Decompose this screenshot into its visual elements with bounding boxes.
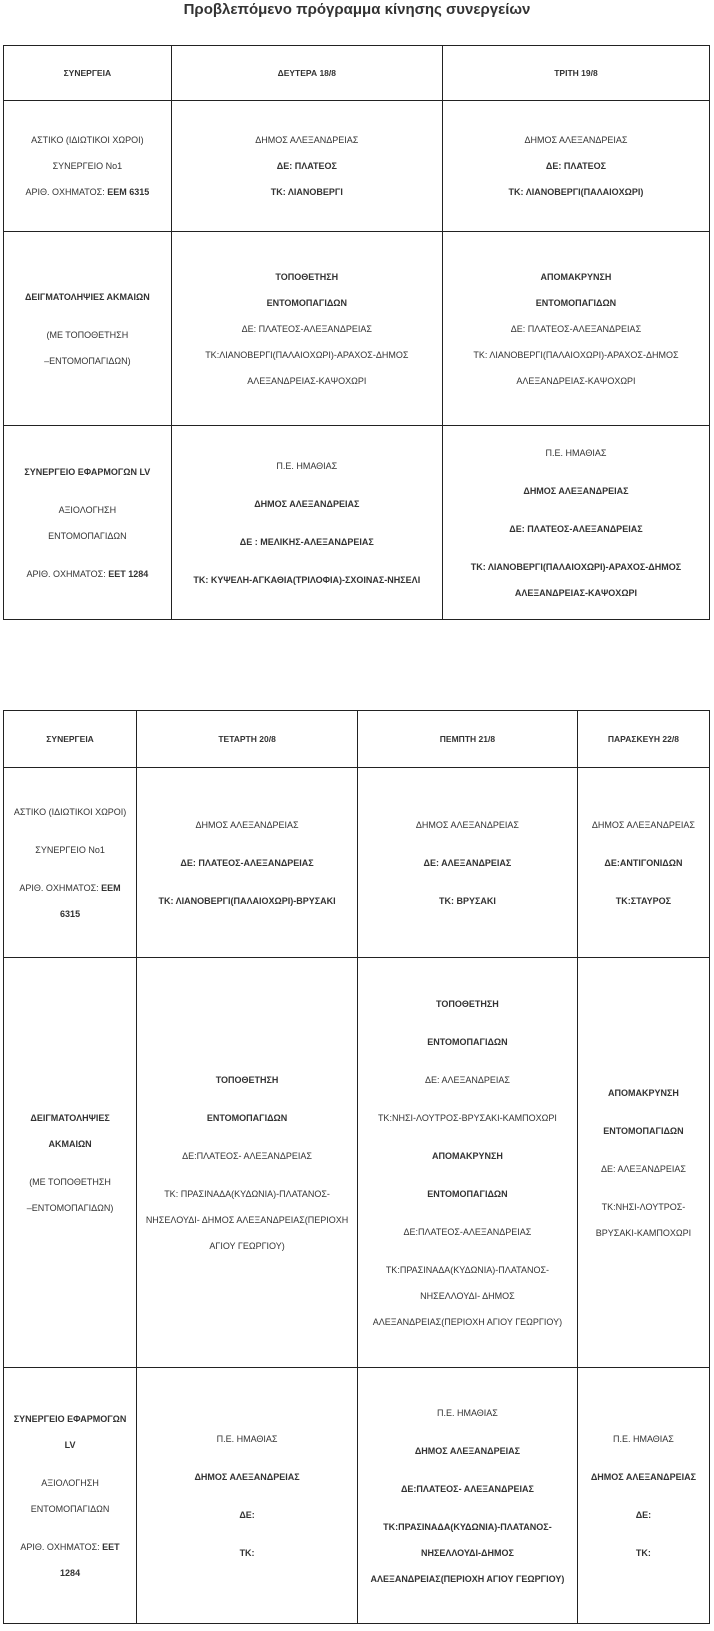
- cell-line: ΔΕ:: [239, 1509, 255, 1520]
- schedule-cell: [137, 768, 358, 958]
- cell-line: ΔΗΜΟΣ ΑΛΕΞΑΝΔΡΕΙΑΣ: [195, 819, 299, 830]
- schedule-cell: [577, 1368, 709, 1624]
- cell-line: ΔΗΜΟΣ ΑΛΕΞΑΝΔΡΕΙΑΣ: [415, 819, 519, 830]
- cell-line: ΤΚ:: [635, 1547, 651, 1558]
- schedule-cell: [171, 232, 442, 426]
- cell-line: ΔΕ: ΠΛΑΤΕΟΣ: [545, 161, 607, 171]
- cell-line: ΑΣΤΙΚΟ (ΙΔΙΩΤΙΚΟΙ ΧΩΡΟΙ): [13, 806, 127, 817]
- cell-line: Π.Ε. ΗΜΑΘΙΑΣ: [216, 1433, 278, 1444]
- cell-line: Π.Ε. ΗΜΑΘΙΑΣ: [612, 1433, 674, 1444]
- vehicle-label: ΑΡΙΘ. ΟΧΗΜΑΤΟΣ:: [20, 1541, 103, 1552]
- cell-line: ΤΚ: ΛΙΑΝΟΒΕΡΓΙ(ΠΑΛΑΙΟΧΩΡΙ)-ΑΡΑΧΟΣ-ΔΗΜΟΣ: [473, 349, 679, 360]
- cell-line: ΤΚ: ΛΙΑΝΟΒΕΡΓΙ: [270, 187, 343, 197]
- header-cell-monday: ΔΕΥΤΕΡΑ 18/8: [171, 46, 442, 101]
- cell-line: ΤΚ: ΛΙΑΝΟΒΕΡΓΙ(ΠΑΛΑΙΟΧΩΡΙ)-ΒΡΥΣΑΚΙ: [158, 895, 336, 906]
- cell-line: ΕΝΤΟΜΟΠΑΓΙΔΩΝ: [535, 297, 617, 308]
- vehicle-number: ΕΕΤ 1284: [60, 1541, 120, 1578]
- schedule-cell: [442, 232, 709, 426]
- vehicle-label: ΑΡΙΘ. ΟΧΗΜΑΤΟΣ:: [19, 882, 102, 893]
- cell-line: ΤΚ:: [239, 1547, 255, 1558]
- cell-line: ΑΛΕΞΑΝΔΡΕΙΑΣ-ΚΑΨΟΧΩΡΙ: [514, 587, 638, 598]
- schedule-cell: [577, 768, 709, 958]
- cell-line: ΔΕΙΓΜΑΤΟΛΗΨΙΕΣ ΑΚΜΑΙΩΝ: [30, 1112, 110, 1149]
- header-cell-wednesday: ΤΕΤΑΡΤΗ 20/8: [137, 711, 358, 768]
- team-cell: [4, 1368, 137, 1624]
- header-cell-teams: ΣΥΝΕΡΓΕΙΑ: [4, 46, 172, 101]
- cell-line: ΑΠΟΜΑΚΡΥΝΣΗ: [431, 1150, 503, 1161]
- cell-line: ΔΕ: ΠΛΑΤΕΟΣ-ΑΛΕΞΑΝΔΡΕΙΑΣ: [180, 857, 314, 868]
- header-cell-thursday: ΠΕΜΠΤΗ 21/8: [358, 711, 578, 768]
- cell-line: ΔΗΜΟΣ ΑΛΕΞΑΝΔΡΕΙΑΣ: [254, 498, 360, 509]
- schedule-cell: [171, 426, 442, 620]
- header-cell-tuesday: ΤΡΙΤΗ 19/8: [442, 46, 709, 101]
- cell-line: ΕΝΤΟΜΟΠΑΓΙΔΩΝ: [427, 1188, 508, 1199]
- table-row: [4, 232, 710, 426]
- cell-line: ΤΚ: ΛΙΑΝΟΒΕΡΓΙ(ΠΑΛΑΙΟΧΩΡΙ): [508, 187, 644, 197]
- header-cell-teams: ΣΥΝΕΡΓΕΙΑ: [4, 711, 137, 768]
- cell-line: ΔΕ:ΠΛΑΤΕΟΣ- ΑΛΕΞΑΝΔΡΕΙΑΣ: [182, 1150, 312, 1161]
- cell-line: ΤΚ:ΣΤΑΥΡΟΣ: [615, 895, 672, 906]
- cell-line: ΑΠΟΜΑΚΡΥΝΣΗ: [607, 1087, 679, 1098]
- cell-line: ΑΛΕΞΑΝΔΡΕΙΑΣ-ΚΑΨΟΧΩΡΙ: [516, 375, 636, 386]
- cell-line: ΤΟΠΟΘΕΤΗΣΗ: [275, 271, 339, 282]
- cell-line: ΔΗΜΟΣ ΑΛΕΞΑΝΔΡΕΙΑΣ: [590, 1471, 697, 1482]
- cell-line: ΔΕ: ΠΛΑΤΕΟΣ-ΑΛΕΞΑΝΔΡΕΙΑΣ: [509, 523, 643, 534]
- cell-line: ΔΗΜΟΣ ΑΛΕΞΑΝΔΡΕΙΑΣ: [523, 485, 629, 496]
- cell-line: ΔΗΜΟΣ ΑΛΕΞΑΝΔΡΕΙΑΣ: [194, 1471, 300, 1482]
- cell-line: ΤΚ:ΝΗΣΙ-ΛΟΥΤΡΟΣ-ΒΡΥΣΑΚΙ-ΚΑΜΠΟΧΩΡΙ: [595, 1201, 692, 1238]
- cell-line: ΑΣΤΙΚΟ (ΙΔΙΩΤΙΚΟΙ ΧΩΡΟΙ): [31, 135, 144, 145]
- schedule-table-2: [3, 710, 710, 1624]
- cell-line: ΤΚ: ΛΙΑΝΟΒΕΡΓΙ(ΠΑΛΑΙΟΧΩΡΙ)-ΑΡΑΧΟΣ-ΔΗΜΟΣ: [470, 561, 682, 572]
- cell-line: ΤΟΠΟΘΕΤΗΣΗ: [436, 998, 499, 1009]
- cell-line: ΤΚ:ΝΗΣΙ-ΛΟΥΤΡΟΣ-ΒΡΥΣΑΚΙ-ΚΑΜΠΟΧΩΡΙ: [377, 1112, 557, 1123]
- schedule-cell: [358, 768, 578, 958]
- table-row: [4, 426, 710, 620]
- cell-line: ΤΚ: ΚΥΨΕΛΗ-ΑΓΚΑΘΙΑ(ΤΡΙΛΟΦΙΑ)-ΣΧΟΙΝΑΣ-ΝΗΣΕΛΙ: [193, 574, 421, 585]
- table-row: [4, 1368, 710, 1624]
- cell-line: ΔΕ: ΠΛΑΤΕΟΣ-ΑΛΕΞΑΝΔΡΕΙΑΣ: [510, 323, 642, 334]
- team-cell: [4, 426, 172, 620]
- cell-line: ΕΝΤΟΜΟΠΑΓΙΔΩΝ: [206, 1112, 288, 1123]
- cell-line: ΤΚ:ΠΡΑΣΙΝΑΔΑ(ΚΥΔΩΝΙΑ)-ΠΛΑΤΑΝΟΣ-ΝΗΣΕΛΛΟΥΔΙ-ΔΗΜΟΣ ΑΛΕΞΑΝΔΡΕΙΑΣ(ΠΕΡΙΟΧΗ ΑΓΙΟΥ ΓΕΩΡΓΙΟΥ): [370, 1521, 565, 1584]
- cell-line: ΣΥΝΕΡΓΕΙΟ Νο1: [52, 161, 123, 171]
- cell-line: ΔΗΜΟΣ ΑΛΕΞΑΝΔΡΕΙΑΣ: [591, 819, 695, 830]
- cell-line: ΔΕ : ΜΕΛΙΚΗΣ-ΑΛΕΞΑΝΔΡΕΙΑΣ: [239, 536, 374, 547]
- cell-line: ΔΕ: ΠΛΑΤΕΟΣ-ΑΛΕΞΑΝΔΡΕΙΑΣ: [241, 323, 372, 334]
- schedule-cell: [358, 958, 578, 1368]
- cell-line: ΕΝΤΟΜΟΠΑΓΙΔΩΝ: [603, 1125, 684, 1136]
- cell-line: ΔΕΙΓΜΑΤΟΛΗΨΙΕΣ ΑΚΜΑΙΩΝ: [24, 291, 150, 302]
- cell-line: ΔΕ:: [635, 1509, 652, 1520]
- table-row: [4, 768, 710, 958]
- team-cell: [4, 232, 172, 426]
- cell-line: ΑΞΙΟΛΟΓΗΣΗ: [58, 504, 117, 515]
- cell-line: ΔΕ: ΠΛΑΤΕΟΣ: [276, 161, 337, 171]
- cell-line: ΤΟΠΟΘΕΤΗΣΗ: [215, 1074, 279, 1085]
- schedule-cell: [358, 1368, 578, 1624]
- cell-line: ΔΗΜΟΣ ΑΛΕΞΑΝΔΡΕΙΑΣ: [524, 135, 628, 145]
- schedule-cell: [171, 101, 442, 232]
- cell-line: ΣΥΝΕΡΓΕΙΟ ΕΦΑΡΜΟΓΩΝ LV: [13, 1413, 127, 1450]
- table-header-row: [4, 46, 710, 101]
- team-cell: [4, 958, 137, 1368]
- vehicle-label: ΑΡΙΘ. ΟΧΗΜΑΤΟΣ:: [26, 568, 109, 579]
- header-cell-friday: ΠΑΡΑΣΚΕΥΗ 22/8: [577, 711, 709, 768]
- schedule-table-1: [3, 45, 710, 620]
- cell-line: (ΜΕ ΤΟΠΟΘΕΤΗΣΗ: [29, 1176, 111, 1187]
- vehicle-label: ΑΡΙΘ. ΟΧΗΜΑΤΟΣ:: [25, 187, 108, 197]
- schedule-cell: [137, 1368, 358, 1624]
- cell-line: ΤΚ:ΠΡΑΣΙΝΑΔΑ(ΚΥΔΩΝΙΑ)-ΠΛΑΤΑΝΟΣ-ΝΗΣΕΛΛΟΥΔΙ- ΔΗΜΟΣ ΑΛΕΞΑΝΔΡΕΙΑΣ(ΠΕΡΙΟΧΗ ΑΓΙΟΥ ΓΕΩΡΓΙΟΥ): [372, 1264, 563, 1327]
- table-row: [4, 958, 710, 1368]
- cell-line: (ΜΕ ΤΟΠΟΘΕΤΗΣΗ: [46, 329, 129, 340]
- cell-line: [10, 875, 130, 927]
- vehicle-number: ΕΕΤ 1284: [108, 568, 149, 579]
- cell-line: Π.Ε. ΗΜΑΘΙΑΣ: [276, 460, 338, 471]
- cell-line: ΤΚ: ΒΡΥΣΑΚΙ: [438, 895, 496, 906]
- cell-line: ΕΝΤΟΜΟΠΑΓΙΔΩΝ: [427, 1036, 508, 1047]
- schedule-cell: [577, 958, 709, 1368]
- cell-line: Π.Ε. ΗΜΑΘΙΑΣ: [545, 447, 607, 458]
- vehicle-number: ΕΕΜ 6315: [107, 187, 150, 197]
- cell-line: ΑΛΕΞΑΝΔΡΕΙΑΣ-ΚΑΨΟΧΩΡΙ: [247, 375, 367, 386]
- cell-line: ΣΥΝΕΡΓΕΙΟ ΕΦΑΡΜΟΓΩΝ LV: [24, 466, 151, 477]
- cell-line: –ΕΝΤΟΜΟΠΑΓΙΔΩΝ): [26, 1202, 114, 1213]
- schedule-cell: [137, 958, 358, 1368]
- table-row: [4, 101, 710, 232]
- cell-line: –ΕΝΤΟΜΟΠΑΓΙΔΩΝ): [44, 355, 131, 366]
- cell-line: ΤΚ: ΠΡΑΣΙΝΑΔΑ(ΚΥΔΩΝΙΑ)-ΠΛΑΤΑΝΟΣ-ΝΗΣΕΛΟΥΔΙ- ΔΗΜΟΣ ΑΛΕΞΑΝΔΡΕΙΑΣ(ΠΕΡΙΟΧΗ ΑΓΙΟΥ ΓΕΩΡΓΙΟΥ): [145, 1188, 349, 1251]
- cell-line: ΤΚ:ΛΙΑΝΟΒΕΡΓΙ(ΠΑΛΑΙΟΧΩΡΙ)-ΑΡΑΧΟΣ-ΔΗΜΟΣ: [205, 349, 409, 360]
- cell-line: ΔΕ:ΑΝΤΙΓΟΝΙΔΩΝ: [604, 857, 683, 868]
- schedule-cell: [442, 426, 709, 620]
- cell-line: ΔΕ:ΠΛΑΤΕΟΣ-ΑΛΕΞΑΝΔΡΕΙΑΣ: [403, 1226, 532, 1237]
- page-title: Προβλεπόμενο πρόγραμμα κίνησης συνεργείων: [183, 1, 531, 18]
- team-cell: [4, 768, 137, 958]
- team-cell: [4, 101, 172, 232]
- cell-line: [10, 561, 165, 587]
- cell-line: ΕΝΤΟΜΟΠΑΓΙΔΩΝ: [48, 530, 127, 541]
- cell-line: ΔΗΜΟΣ ΑΛΕΞΑΝΔΡΕΙΑΣ: [255, 135, 359, 145]
- cell-line: ΕΝΤΟΜΟΠΑΓΙΔΩΝ: [30, 1503, 110, 1514]
- cell-line: ΑΞΙΟΛΟΓΗΣΗ: [41, 1477, 99, 1488]
- cell-line: ΔΕ: ΑΛΕΞΑΝΔΡΕΙΑΣ: [423, 857, 512, 868]
- cell-line: ΔΕ:ΠΛΑΤΕΟΣ- ΑΛΕΞΑΝΔΡΕΙΑΣ: [400, 1483, 534, 1494]
- table-header-row: [4, 711, 710, 768]
- schedule-cell: [442, 101, 709, 232]
- cell-line: ΕΝΤΟΜΟΠΑΓΙΔΩΝ: [266, 297, 348, 308]
- cell-line: ΑΠΟΜΑΚΡΥΝΣΗ: [540, 271, 612, 282]
- cell-line: ΔΕ: ΑΛΕΞΑΝΔΡΕΙΑΣ: [600, 1163, 686, 1174]
- cell-line: [10, 1534, 130, 1586]
- cell-line: ΣΥΝΕΡΓΕΙΟ Νο1: [35, 844, 105, 855]
- cell-line: ΔΗΜΟΣ ΑΛΕΞΑΝΔΡΕΙΑΣ: [414, 1445, 521, 1456]
- cell-line: ΔΕ: ΑΛΕΞΑΝΔΡΕΙΑΣ: [424, 1074, 510, 1085]
- cell-line: [10, 179, 165, 205]
- vehicle-number: ΕΕΜ 6315: [60, 882, 121, 919]
- cell-line: Π.Ε. ΗΜΑΘΙΑΣ: [436, 1407, 498, 1418]
